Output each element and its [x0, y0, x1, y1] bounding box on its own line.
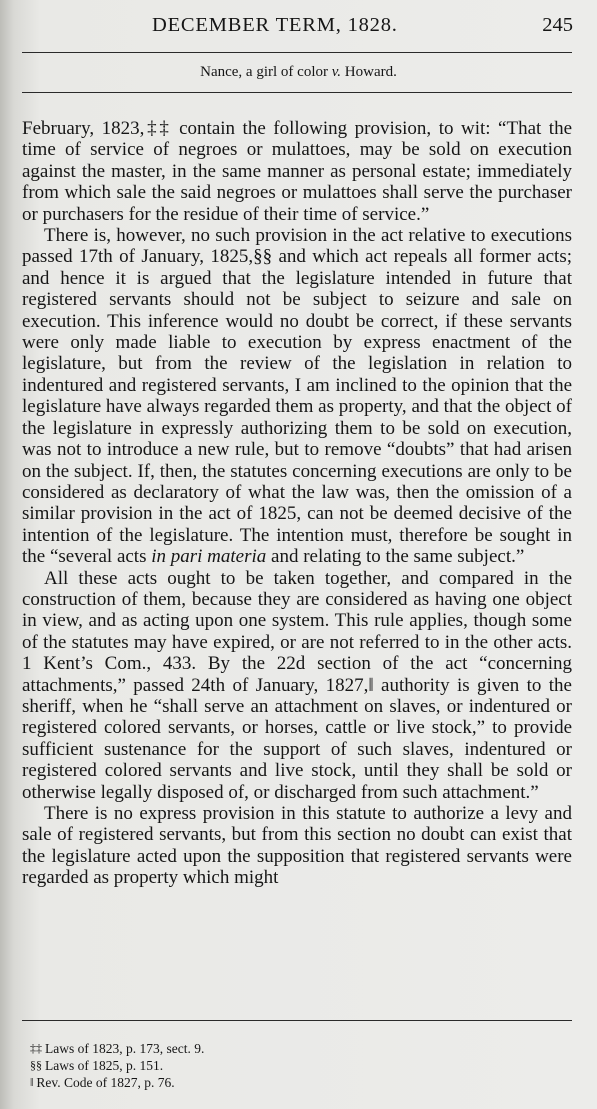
- page-number: 245: [542, 14, 573, 36]
- footnote-text: Laws of 1825, p. 151.: [45, 1058, 164, 1073]
- footnote-item: [30, 1074, 204, 1091]
- running-head: DECEMBER TERM, 1828.: [152, 14, 398, 36]
- paragraph-1: February, 1823,‡‡ contain the following provision, to wit: “That the time of service of negroes or mulattoes, may be sold on execution against the master, in the same manner as personal estate; immediately from which sale the said negroes or mulattoes shall serve the purchaser or purchasers for the residue of their time of service.”: [22, 118, 572, 225]
- header-rule: [22, 52, 572, 53]
- paragraph-4: There is no express provision in this statute to authorize a levy and sale of registered servants, but from this section no doubt can exist that the legislature acted upon the supposition that registered servants were regarded as property which might: [22, 803, 572, 889]
- footnotes: [30, 1040, 204, 1091]
- paragraph-3: All these acts ought to be taken together, and compared in the construction of them, because they are considered as having one object in view, and as acting upon one system. This rule applies, though some of the statutes may have expired, or are not referred to in the other acts. 1 Kent’s Com., 433. By the 22d section of the act “concerning attachments,” passed 24th of January, 1827,‖ authority is given to the sheriff, when he “shall serve an attachment on slaves, or indentured or registered colored servants, or horses, cattle or live stock,” to provide sufficient sustenance for the support of such slaves, indentured or registered colored servants and live stock, until they shall be sold or otherwise legally disposed of, or discharged from such attachment.”: [22, 567, 572, 803]
- footnote-mark: ‖: [30, 1075, 34, 1089]
- footnote-mark: ‡‡: [30, 1041, 42, 1055]
- footnote-text: Laws of 1823, p. 173, sect. 9.: [45, 1041, 205, 1056]
- case-plaintiff: Nance, a girl of color: [200, 64, 328, 80]
- footnote-text: Rev. Code of 1827, p. 76.: [36, 1075, 175, 1090]
- footnote-item: [30, 1057, 204, 1074]
- opinion-text: [22, 118, 572, 889]
- case-versus: v.: [331, 64, 342, 80]
- paragraph-2-text-b: and relating to the same subject.”: [271, 546, 525, 568]
- footnote-item: [30, 1040, 204, 1057]
- case-title: [0, 64, 597, 81]
- case-defendant: Howard.: [344, 64, 397, 80]
- page-header: [22, 14, 575, 44]
- paragraph-2-italic: in pari materia: [151, 546, 267, 568]
- footnote-rule: [22, 1020, 572, 1021]
- footnote-mark: §§: [30, 1058, 42, 1072]
- title-rule: [22, 92, 572, 93]
- paragraph-2: [22, 225, 572, 568]
- paragraph-2-text-a: There is, however, no such provision in the act relative to executions passed 17th of January, 1825,§§ and which act repeals all former acts; and hence it is argued that the legislature intended in future that registered servants should not be subject to seizure and sale on execution. This inference would no doubt be correct, if these servants were only made liable to execution by express enactment of the legislature, but from the review of the legislation in relation to indentured and registered servants, I am inclined to the opinion that the legislature have always regarded them as property, and that the object of the legislature in expressly authorizing them to be sold on execution, was not to introduce a new rule, but to remove “doubts” that had arisen on the subject. If, then, the statutes concerning executions are only to be considered as declaratory of what the law was, then the omission of a similar provision in the act of 1825, can not be deemed decisive of the intention of the legislature. The intention must, therefore be sought in the “several acts: [22, 225, 572, 568]
